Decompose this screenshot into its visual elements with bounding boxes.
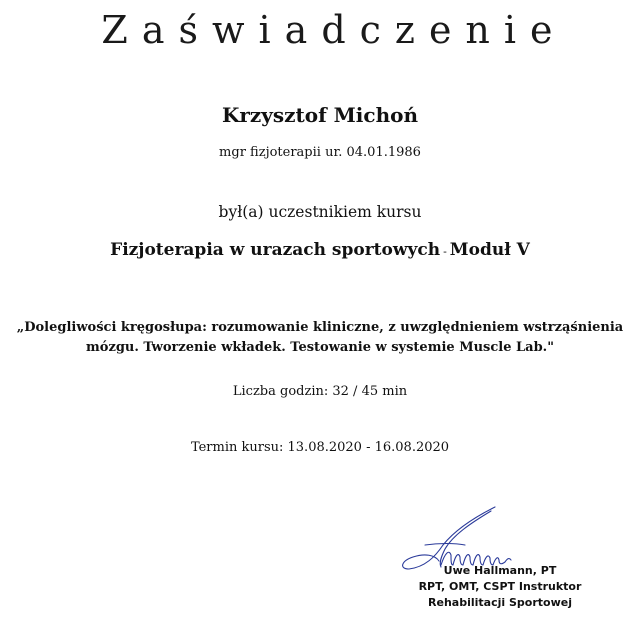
signatory-role: Rehabilitacji Sportowej	[428, 596, 572, 609]
course-name: Fizjoterapia w urazach sportowych	[110, 240, 441, 260]
course-separator: -	[443, 245, 447, 258]
recipient-name: Krzysztof Michoń	[222, 103, 418, 127]
course-dates: Termin kursu: 13.08.2020 - 16.08.2020	[190, 440, 450, 455]
participation-text: był(a) uczestnikiem kursu	[218, 203, 422, 221]
signatory-block	[390, 563, 610, 611]
signatory-name: Uwe Hallmann, PT	[443, 564, 557, 577]
topic-line-1: „Dolegliwości kręgosłupa: rozumowanie kliniczne, z uwzględnieniem wstrząśnienia	[16, 320, 624, 335]
topic-line-2: mózgu. Tworzenie wkładek. Testowanie w systemie Muscle Lab."	[86, 340, 554, 355]
recipient-details: mgr fizjoterapii ur. 04.01.1986	[219, 145, 421, 160]
course-hours: Liczba godzin: 32 / 45 min	[232, 384, 408, 399]
certificate-title: Zaświadczenie	[101, 8, 567, 52]
course-title	[0, 240, 640, 260]
course-module: Moduł V	[449, 240, 530, 260]
signatory-credentials: RPT, OMT, CSPT Instruktor	[418, 580, 582, 593]
course-topic	[0, 318, 640, 358]
